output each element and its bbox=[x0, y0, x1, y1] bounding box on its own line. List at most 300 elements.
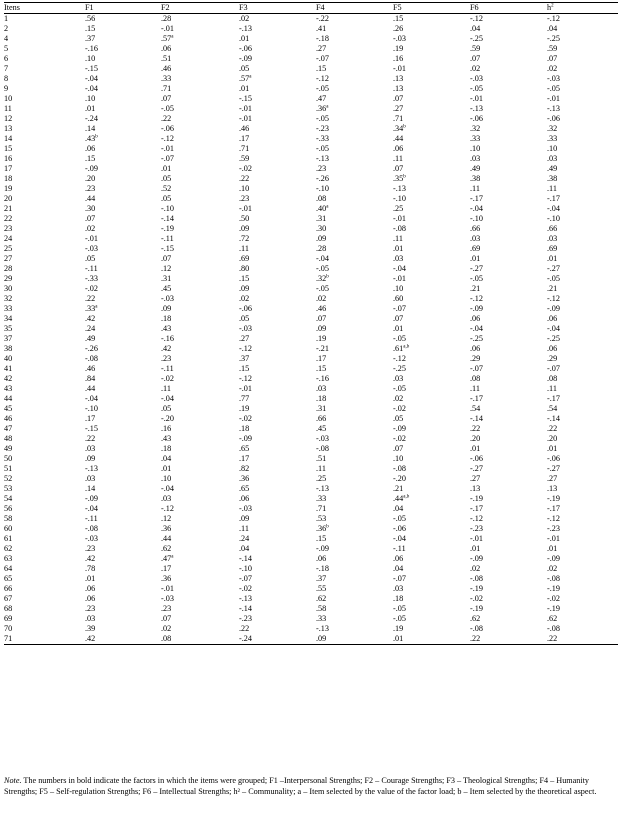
loading-h2 bbox=[547, 54, 618, 64]
loading-h2 bbox=[547, 294, 618, 304]
loading-value: .16 bbox=[393, 54, 404, 63]
loading-f3 bbox=[239, 504, 316, 514]
loading-value: .07 bbox=[316, 314, 327, 323]
loading-f6 bbox=[470, 94, 547, 104]
loading-f6 bbox=[470, 474, 547, 484]
loading-h2 bbox=[547, 64, 618, 74]
item-number: 32 bbox=[4, 294, 13, 303]
loading-f6 bbox=[470, 244, 547, 254]
loading-value: .51 bbox=[316, 454, 327, 463]
loading-f4 bbox=[316, 334, 393, 344]
table-row bbox=[4, 504, 618, 514]
loading-f4 bbox=[316, 614, 393, 624]
loading-value: .06 bbox=[85, 584, 96, 593]
item-number: 40 bbox=[4, 354, 13, 363]
loading-h2 bbox=[547, 394, 618, 404]
loading-value: .46 bbox=[316, 304, 327, 313]
loading-value: .15 bbox=[316, 64, 327, 73]
loading-f4 bbox=[316, 124, 393, 134]
loading-f5 bbox=[393, 624, 470, 634]
loading-f2 bbox=[161, 494, 239, 504]
item-number: 16 bbox=[4, 154, 13, 163]
loading-value: .19 bbox=[393, 44, 404, 53]
loading-value: .07 bbox=[470, 54, 481, 63]
loading-value: .04 bbox=[239, 544, 250, 553]
loading-value: .18 bbox=[161, 444, 172, 453]
loading-f1 bbox=[85, 524, 161, 534]
loading-value: .58 bbox=[316, 604, 327, 613]
loading-value: .19 bbox=[393, 624, 404, 633]
table-row bbox=[4, 554, 618, 564]
loading-value: .02 bbox=[316, 294, 327, 303]
loading-f6 bbox=[470, 354, 547, 364]
loading-value: .11 bbox=[547, 384, 557, 393]
loading-h2 bbox=[547, 314, 618, 324]
loading-f4 bbox=[316, 44, 393, 54]
table-row bbox=[4, 54, 618, 64]
loading-f2 bbox=[161, 304, 239, 314]
selection-marker: a bbox=[171, 34, 174, 40]
loading-value: .17 bbox=[316, 354, 327, 363]
loading-value: .19 bbox=[239, 404, 250, 413]
loading-value: .13 bbox=[393, 74, 404, 83]
loading-f3 bbox=[239, 394, 316, 404]
item-number: 33 bbox=[4, 304, 13, 313]
loading-f4 bbox=[316, 634, 393, 645]
loading-f3 bbox=[239, 214, 316, 224]
loading-value: -.04 bbox=[85, 84, 98, 93]
loading-value: -.02 bbox=[393, 434, 406, 443]
loading-h2 bbox=[547, 444, 618, 454]
loading-f3 bbox=[239, 24, 316, 34]
loading-value: -.27 bbox=[470, 264, 483, 273]
item-number: 67 bbox=[4, 594, 13, 603]
loading-value: -.01 bbox=[393, 274, 406, 283]
loading-f3 bbox=[239, 484, 316, 494]
loading-f6 bbox=[470, 504, 547, 514]
loading-value: .04 bbox=[393, 564, 404, 573]
loading-h2 bbox=[547, 414, 618, 424]
loading-value: .07 bbox=[161, 254, 172, 263]
header-communality: $h^2$ bbox=[547, 3, 618, 14]
loading-value: .11 bbox=[239, 524, 249, 533]
loading-f1 bbox=[85, 234, 161, 244]
loading-f1 bbox=[85, 574, 161, 584]
loading-value: .62 bbox=[161, 544, 172, 553]
loading-f4 bbox=[316, 74, 393, 84]
loading-value: .39 bbox=[85, 624, 96, 633]
loading-f4 bbox=[316, 324, 393, 334]
loading-value: .36 bbox=[316, 524, 327, 533]
loading-f4 bbox=[316, 84, 393, 94]
loading-value: .20 bbox=[85, 174, 96, 183]
loading-value: -.12 bbox=[470, 514, 483, 523]
loading-f1 bbox=[85, 424, 161, 434]
loading-f2 bbox=[161, 44, 239, 54]
loading-f6 bbox=[470, 344, 547, 354]
loading-value: -.05 bbox=[393, 384, 406, 393]
loading-f6 bbox=[470, 24, 547, 34]
table-row bbox=[4, 164, 618, 174]
loading-f4 bbox=[316, 194, 393, 204]
loading-value: -.14 bbox=[470, 414, 483, 423]
loading-value: -.03 bbox=[316, 434, 329, 443]
loading-h2 bbox=[547, 324, 618, 334]
loading-value: .02 bbox=[85, 224, 96, 233]
loading-value: -.02 bbox=[470, 594, 483, 603]
loading-f5 bbox=[393, 174, 470, 184]
loading-value: .72 bbox=[239, 234, 250, 243]
loading-f2 bbox=[161, 604, 239, 614]
item-number: 30 bbox=[4, 284, 13, 293]
loading-value: .51 bbox=[161, 54, 172, 63]
loading-f6 bbox=[470, 204, 547, 214]
loading-h2 bbox=[547, 184, 618, 194]
loading-value: .01 bbox=[393, 324, 404, 333]
loading-f5 bbox=[393, 304, 470, 314]
table-row bbox=[4, 194, 618, 204]
loading-f5 bbox=[393, 54, 470, 64]
loading-h2 bbox=[547, 164, 618, 174]
selection-marker: b bbox=[326, 274, 329, 280]
loading-f1 bbox=[85, 434, 161, 444]
loading-value: -.10 bbox=[85, 404, 98, 413]
loading-f5 bbox=[393, 604, 470, 614]
loading-f3 bbox=[239, 154, 316, 164]
loading-f5 bbox=[393, 484, 470, 494]
loading-value: -.09 bbox=[470, 554, 483, 563]
loading-value: .54 bbox=[470, 404, 481, 413]
table-row bbox=[4, 424, 618, 434]
loading-value: -.09 bbox=[239, 54, 252, 63]
loading-f5 bbox=[393, 454, 470, 464]
loading-value: -.18 bbox=[316, 34, 329, 43]
loading-f3 bbox=[239, 384, 316, 394]
loading-f4 bbox=[316, 494, 393, 504]
loading-value: .28 bbox=[316, 244, 327, 253]
loading-f6 bbox=[470, 334, 547, 344]
loading-value: -.01 bbox=[470, 534, 483, 543]
loading-f4 bbox=[316, 204, 393, 214]
item-number: 60 bbox=[4, 524, 13, 533]
loading-f4 bbox=[316, 314, 393, 324]
item-number: 9 bbox=[4, 84, 9, 93]
loading-f6 bbox=[470, 424, 547, 434]
loading-value: -.04 bbox=[470, 204, 483, 213]
item-number: 20 bbox=[4, 194, 13, 203]
loading-value: -.19 bbox=[547, 584, 560, 593]
header-f1: F1 bbox=[85, 3, 161, 14]
loading-f3 bbox=[239, 74, 316, 84]
item-number: 38 bbox=[4, 344, 13, 353]
item-number: 13 bbox=[4, 124, 13, 133]
loading-value: .09 bbox=[316, 234, 327, 243]
loading-h2 bbox=[547, 614, 618, 624]
loading-f2 bbox=[161, 344, 239, 354]
loading-f4 bbox=[316, 104, 393, 114]
loading-h2 bbox=[547, 104, 618, 114]
loading-f4 bbox=[316, 594, 393, 604]
loading-f2 bbox=[161, 214, 239, 224]
loading-value: .36 bbox=[239, 474, 250, 483]
loading-value: .17 bbox=[239, 454, 250, 463]
loading-value: .03 bbox=[470, 154, 481, 163]
loading-value: -.13 bbox=[239, 24, 252, 33]
loading-value: .22 bbox=[470, 634, 481, 643]
loading-f1 bbox=[85, 194, 161, 204]
table-row bbox=[4, 184, 618, 194]
loading-value: .66 bbox=[316, 414, 327, 423]
loading-f6 bbox=[470, 274, 547, 284]
loading-h2 bbox=[547, 594, 618, 604]
loading-f1 bbox=[85, 214, 161, 224]
loading-value: .53 bbox=[316, 514, 327, 523]
loading-value: .07 bbox=[547, 54, 558, 63]
loading-f1 bbox=[85, 94, 161, 104]
loading-f1 bbox=[85, 224, 161, 234]
loading-f6 bbox=[470, 624, 547, 634]
loading-f2 bbox=[161, 54, 239, 64]
loading-value: .11 bbox=[161, 384, 171, 393]
loading-f6 bbox=[470, 634, 547, 645]
table-row bbox=[4, 584, 618, 594]
item-number: 29 bbox=[4, 274, 13, 283]
loading-h2 bbox=[547, 574, 618, 584]
loading-value: -.13 bbox=[239, 594, 252, 603]
header-f6: F6 bbox=[470, 3, 547, 14]
loading-f6 bbox=[470, 134, 547, 144]
loading-value: .01 bbox=[470, 254, 481, 263]
table-row bbox=[4, 624, 618, 634]
loading-f4 bbox=[316, 604, 393, 614]
loading-value: .30 bbox=[85, 204, 96, 213]
loading-value: .71 bbox=[239, 144, 250, 153]
loading-value: -.25 bbox=[470, 334, 483, 343]
loading-value: .08 bbox=[316, 194, 327, 203]
loading-value: .23 bbox=[85, 184, 96, 193]
loading-value: .02 bbox=[470, 564, 481, 573]
loading-f2 bbox=[161, 314, 239, 324]
loading-f6 bbox=[470, 414, 547, 424]
loading-f1 bbox=[85, 504, 161, 514]
loading-h2 bbox=[547, 384, 618, 394]
loading-f5 bbox=[393, 244, 470, 254]
loading-f3 bbox=[239, 444, 316, 454]
loading-f5 bbox=[393, 394, 470, 404]
loading-f6 bbox=[470, 594, 547, 604]
loading-value: .23 bbox=[85, 604, 96, 613]
loading-value: .01 bbox=[393, 634, 404, 643]
loading-value: .05 bbox=[161, 194, 172, 203]
loading-value: -.26 bbox=[85, 344, 98, 353]
loading-value: .06 bbox=[393, 144, 404, 153]
loading-value: .06 bbox=[470, 314, 481, 323]
loading-f4 bbox=[316, 254, 393, 264]
loading-value: .06 bbox=[85, 144, 96, 153]
loading-h2 bbox=[547, 154, 618, 164]
loading-value: .69 bbox=[239, 254, 250, 263]
selection-marker: b bbox=[403, 174, 406, 180]
loading-value: -.12 bbox=[239, 374, 252, 383]
loading-value: -.03 bbox=[393, 34, 406, 43]
loading-value: -.25 bbox=[470, 34, 483, 43]
loading-value: -.03 bbox=[239, 504, 252, 513]
loading-f1 bbox=[85, 164, 161, 174]
loading-f4 bbox=[316, 64, 393, 74]
table-row bbox=[4, 314, 618, 324]
loading-value: .36 bbox=[161, 574, 172, 583]
item-number: 51 bbox=[4, 464, 13, 473]
loading-value: -.03 bbox=[470, 74, 483, 83]
loading-value: -.01 bbox=[393, 64, 406, 73]
table-row bbox=[4, 594, 618, 604]
loading-value: -.15 bbox=[239, 94, 252, 103]
table-row bbox=[4, 64, 618, 74]
loading-f2 bbox=[161, 564, 239, 574]
table-row bbox=[4, 214, 618, 224]
loading-value: .40 bbox=[316, 204, 327, 213]
item-number: 52 bbox=[4, 474, 13, 483]
loading-f2 bbox=[161, 124, 239, 134]
loading-f2 bbox=[161, 614, 239, 624]
loading-f4 bbox=[316, 224, 393, 234]
loading-value: .25 bbox=[393, 204, 404, 213]
loading-f5 bbox=[393, 14, 470, 25]
loading-h2 bbox=[547, 424, 618, 434]
loading-value: .03 bbox=[393, 584, 404, 593]
loading-f1 bbox=[85, 254, 161, 264]
loading-f3 bbox=[239, 614, 316, 624]
loading-f4 bbox=[316, 114, 393, 124]
loading-f1 bbox=[85, 314, 161, 324]
loading-value: .20 bbox=[547, 434, 558, 443]
loading-f5 bbox=[393, 354, 470, 364]
loading-value: .18 bbox=[239, 424, 250, 433]
loading-f2 bbox=[161, 184, 239, 194]
loading-f1 bbox=[85, 614, 161, 624]
loading-f3 bbox=[239, 534, 316, 544]
loading-value: -.09 bbox=[547, 304, 560, 313]
loading-value: -.05 bbox=[393, 334, 406, 343]
loading-f6 bbox=[470, 544, 547, 554]
loading-value: .03 bbox=[547, 234, 558, 243]
loading-value: .55 bbox=[316, 584, 327, 593]
table-row bbox=[4, 344, 618, 354]
loading-value: .17 bbox=[239, 134, 250, 143]
loading-value: -.20 bbox=[393, 474, 406, 483]
selection-marker: a bbox=[326, 204, 329, 210]
loading-f3 bbox=[239, 604, 316, 614]
loading-value: .57 bbox=[161, 34, 172, 43]
item-number: 61 bbox=[4, 534, 13, 543]
table-body bbox=[4, 14, 618, 645]
header-f2: F2 bbox=[161, 3, 239, 14]
loading-value: .10 bbox=[393, 284, 404, 293]
loading-value: -.04 bbox=[85, 394, 98, 403]
loading-f3 bbox=[239, 634, 316, 645]
loading-f6 bbox=[470, 454, 547, 464]
loading-h2 bbox=[547, 34, 618, 44]
loading-value: -.02 bbox=[239, 414, 252, 423]
loading-value: .01 bbox=[85, 574, 96, 583]
table-row bbox=[4, 354, 618, 364]
loading-value: .07 bbox=[393, 314, 404, 323]
loading-f5 bbox=[393, 104, 470, 114]
loading-value: -.21 bbox=[316, 344, 329, 353]
item-number: 14 bbox=[4, 134, 13, 143]
loading-value: -.05 bbox=[470, 84, 483, 93]
loading-value: -.12 bbox=[547, 294, 560, 303]
loading-value: -.12 bbox=[547, 14, 560, 23]
loading-value: -.15 bbox=[85, 424, 98, 433]
loading-value: -.18 bbox=[316, 564, 329, 573]
loading-value: -.06 bbox=[393, 524, 406, 533]
table-row bbox=[4, 274, 618, 284]
loading-value: -.01 bbox=[161, 584, 174, 593]
loading-f6 bbox=[470, 114, 547, 124]
loading-h2 bbox=[547, 584, 618, 594]
loading-f6 bbox=[470, 44, 547, 54]
loading-f3 bbox=[239, 374, 316, 384]
loading-value: .62 bbox=[470, 614, 481, 623]
loading-value: -.04 bbox=[393, 534, 406, 543]
loading-f4 bbox=[316, 144, 393, 154]
loading-f4 bbox=[316, 454, 393, 464]
loading-f2 bbox=[161, 384, 239, 394]
loading-value: .05 bbox=[161, 404, 172, 413]
loading-f2 bbox=[161, 574, 239, 584]
item-number: 12 bbox=[4, 114, 13, 123]
loading-value: .31 bbox=[316, 404, 327, 413]
loading-h2 bbox=[547, 14, 618, 25]
selection-marker: a bbox=[171, 554, 174, 560]
loading-value: .69 bbox=[547, 244, 558, 253]
loading-f1 bbox=[85, 74, 161, 84]
loading-value: -.01 bbox=[393, 214, 406, 223]
loading-f2 bbox=[161, 454, 239, 464]
loading-f5 bbox=[393, 24, 470, 34]
loading-value: .33 bbox=[85, 304, 96, 313]
loading-value: -.02 bbox=[161, 374, 174, 383]
loading-f3 bbox=[239, 334, 316, 344]
loading-value: .11 bbox=[393, 154, 403, 163]
loading-f3 bbox=[239, 264, 316, 274]
loading-f3 bbox=[239, 514, 316, 524]
loading-value: -.13 bbox=[316, 154, 329, 163]
loading-value: .01 bbox=[85, 104, 96, 113]
loading-value: .46 bbox=[85, 364, 96, 373]
item-number: 24 bbox=[4, 234, 13, 243]
loading-value: .05 bbox=[85, 254, 96, 263]
item-number: 41 bbox=[4, 364, 13, 373]
loading-value: .23 bbox=[316, 164, 327, 173]
loading-value: .15 bbox=[316, 534, 327, 543]
loading-f4 bbox=[316, 534, 393, 544]
loading-f1 bbox=[85, 104, 161, 114]
loading-f4 bbox=[316, 504, 393, 514]
item-number: 70 bbox=[4, 624, 13, 633]
loading-value: .09 bbox=[239, 514, 250, 523]
loading-f6 bbox=[470, 154, 547, 164]
loading-f2 bbox=[161, 324, 239, 334]
item-number: 6 bbox=[4, 54, 9, 63]
loading-value: .62 bbox=[547, 614, 558, 623]
loading-f6 bbox=[470, 554, 547, 564]
loading-value: -.04 bbox=[547, 204, 560, 213]
loading-value: -.17 bbox=[547, 394, 560, 403]
loading-value: -.01 bbox=[161, 24, 174, 33]
loading-f2 bbox=[161, 624, 239, 634]
